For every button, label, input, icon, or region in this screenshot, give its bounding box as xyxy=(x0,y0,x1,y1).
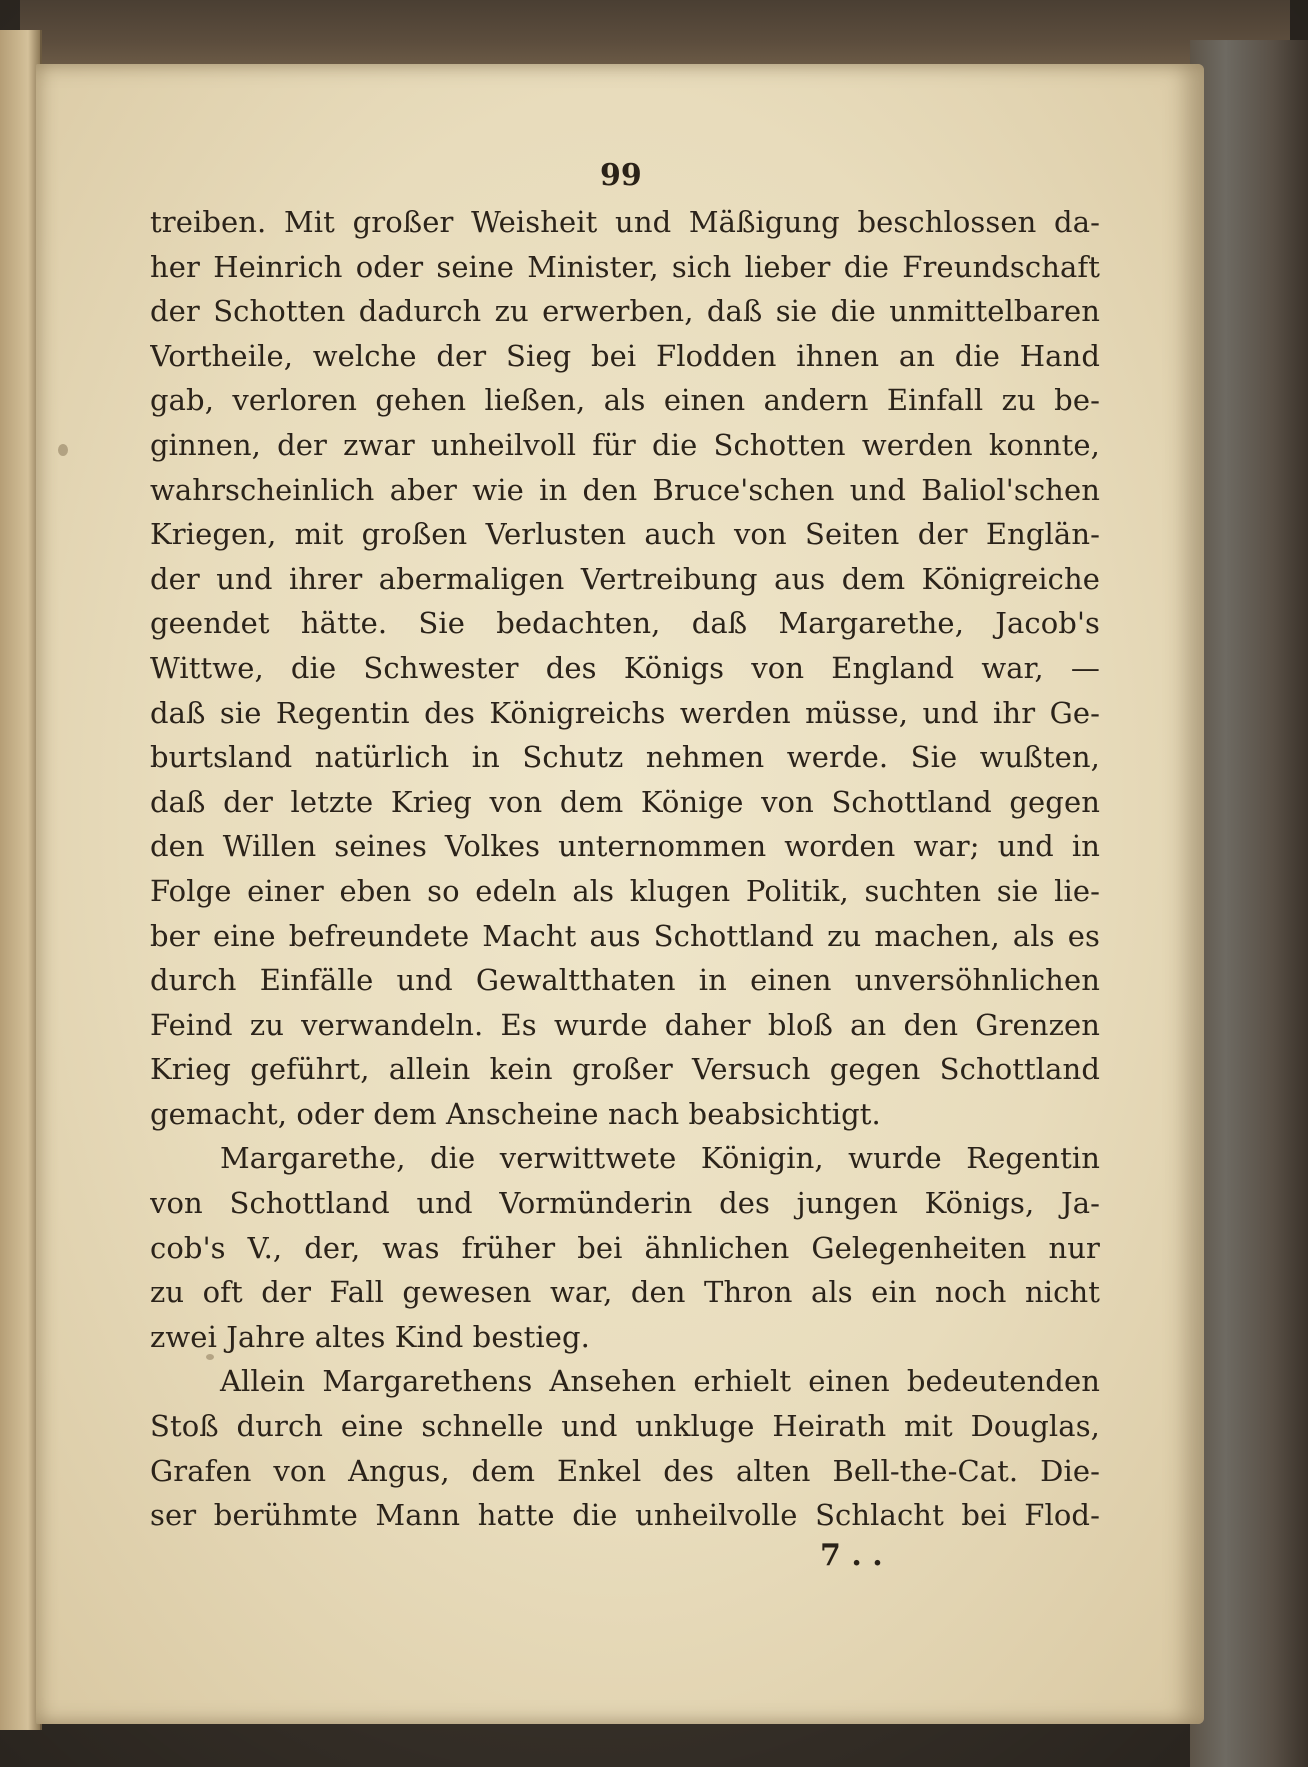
page-number: 99 xyxy=(600,158,642,193)
text-line: cob's V., der, was früher bei ähnlichen Gelegenheiten nur xyxy=(150,1230,1100,1265)
text-line: daß der letzte Krieg von dem Könige von Schottland gegen xyxy=(150,784,1100,819)
catchword-signature: 7 . . xyxy=(820,1538,883,1573)
text-line: treiben. Mit großer Weisheit und Mäßigung beschlossen da- xyxy=(150,205,1100,239)
text-line: Folge einer eben so edeln als klugen Politik, suchten sie lie- xyxy=(150,873,1100,908)
text-line: der und ihrer abermaligen Vertreibung aus dem Königreiche xyxy=(150,561,1100,596)
book-cover-top xyxy=(20,0,1290,70)
paper-stain xyxy=(58,444,68,456)
text-line: von Schottland und Vormünderin des jungen Königs, Ja- xyxy=(150,1186,1100,1221)
text-line: ber eine befreundete Macht aus Schottland zu machen, als es xyxy=(150,918,1100,953)
text-line: wahrscheinlich aber wie in den Bruce'schen und Baliol'schen xyxy=(150,472,1100,507)
text-line: Wittwe, die Schwester des Königs von England war, — xyxy=(150,650,1100,685)
text-line: Kriegen, mit großen Verlusten auch von Seiten der Englän- xyxy=(150,517,1100,552)
text-line: daß sie Regentin des Königreichs werden müsse, und ihr Ge- xyxy=(150,695,1100,730)
text-line: zu oft der Fall gewesen war, den Thron als ein noch nicht xyxy=(150,1275,1100,1310)
text-line: geendet hätte. Sie bedachten, daß Margarethe, Jacob's xyxy=(150,606,1100,641)
paragraph xyxy=(150,1136,1100,1359)
text-line: Krieg geführt, allein kein großer Versuch gegen Schottland xyxy=(150,1052,1100,1087)
text-line: Feind zu verwandeln. Es wurde daher bloß an den Grenzen xyxy=(150,1007,1100,1042)
text-line: Grafen von Angus, dem Enkel des alten Bell-the-Cat. Die- xyxy=(150,1453,1100,1488)
text-line: ginnen, der zwar unheilvoll für die Schotten werden konnte, xyxy=(150,427,1100,462)
paragraph xyxy=(150,1359,1100,1537)
text-line: der Schotten dadurch zu erwerben, daß sie die unmittelbaren xyxy=(150,294,1100,329)
text-line: gab, verloren gehen ließen, als einen andern Einfall zu be- xyxy=(150,383,1100,418)
text-line: Stoß durch eine schnelle und unkluge Heirath mit Douglas, xyxy=(150,1409,1100,1444)
text-line: den Willen seines Volkes unternommen worden war; und in xyxy=(150,829,1100,864)
body-text xyxy=(150,200,1100,1538)
text-line: ser berühmte Mann hatte die unheilvolle Schlacht bei Flod- xyxy=(150,1498,1100,1533)
text-line: gemacht, oder dem Anscheine nach beabsichtigt. xyxy=(150,1096,881,1131)
text-line: Margarethe, die verwittwete Königin, wurde Regentin xyxy=(220,1141,1100,1176)
text-line: her Heinrich oder seine Minister, sich lieber die Freundschaft xyxy=(150,249,1100,284)
paragraph xyxy=(150,200,1100,1136)
text-line: burtsland natürlich in Schutz nehmen werde. Sie wußten, xyxy=(150,740,1100,775)
text-line: Allein Margarethens Ansehen erhielt einen bedeutenden xyxy=(220,1364,1100,1399)
book-cover-right xyxy=(1190,40,1308,1767)
text-line: Vortheile, welche der Sieg bei Flodden ihnen an die Hand xyxy=(150,338,1100,373)
text-line: durch Einfälle und Gewaltthaten in einen unversöhnlichen xyxy=(150,963,1100,998)
text-line: zwei Jahre altes Kind bestieg. xyxy=(150,1319,590,1354)
